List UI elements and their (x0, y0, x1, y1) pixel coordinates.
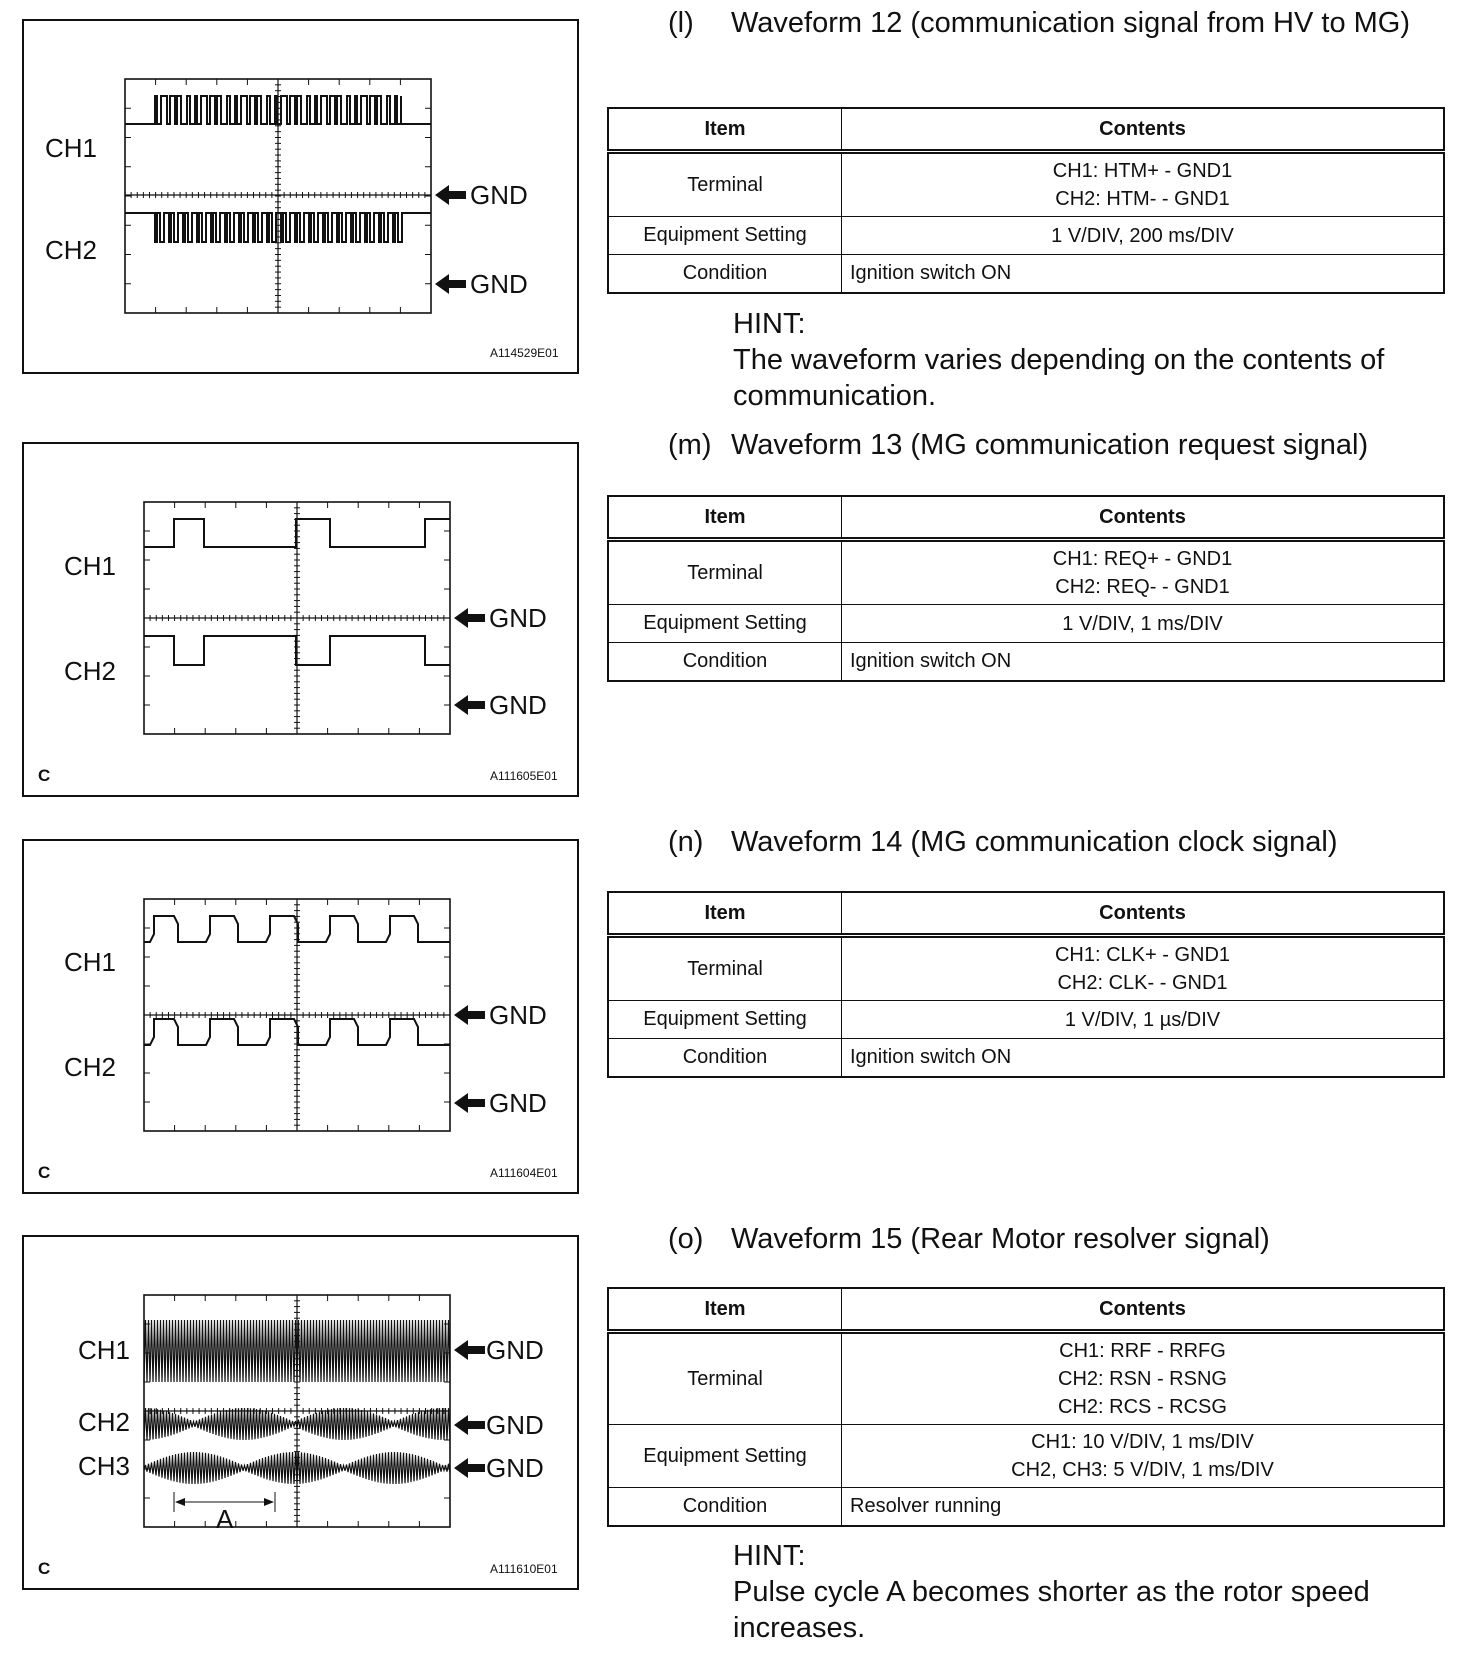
gnd-label: GND (486, 1410, 544, 1440)
section-heading: Waveform 13 (MG communication request signal) (731, 429, 1369, 461)
gnd-label: GND (470, 180, 528, 210)
row-label: Equipment Setting (608, 217, 842, 255)
terminal-cell (842, 152, 1445, 217)
figure-code: A111610E01 (490, 1562, 558, 1576)
terminal-line: CH2: RCS - RCSG (1058, 1396, 1227, 1418)
channel-label-ch2: CH2 (64, 656, 117, 686)
channel-label-ch1: CH1 (78, 1335, 131, 1365)
col-header-contents: Contents (842, 892, 1445, 936)
channel-label-ch2: CH2 (64, 1052, 117, 1082)
figure-waveform-12 (0, 10, 580, 370)
terminal-line: CH2: CLK- - GND1 (1057, 972, 1228, 994)
setting-cell: 1 V/DIV, 200 ms/DIV (842, 217, 1445, 255)
gnd-arrow-icon (454, 695, 485, 715)
section-letter: (m) (668, 429, 712, 461)
hint-text: The waveform varies depending on the contents of communication. (733, 344, 1385, 412)
hint-label: HINT: (733, 308, 806, 340)
table-row (608, 540, 1444, 605)
gnd-arrow-icon (435, 185, 466, 205)
setting-cell: 1 V/DIV, 1 µs/DIV (842, 1001, 1445, 1039)
terminal-cell (842, 1332, 1445, 1425)
setting-line: CH1: 10 V/DIV, 1 ms/DIV (1031, 1431, 1254, 1453)
condition-cell: Resolver running (842, 1488, 1445, 1527)
spec-table-waveform-15 (607, 1287, 1445, 1527)
row-label: Equipment Setting (608, 605, 842, 643)
figure-waveform-14 (0, 830, 580, 1190)
col-header-item: Item (608, 1288, 842, 1332)
table-row (608, 1332, 1444, 1425)
corner-mark: C (38, 1559, 51, 1578)
oscilloscope-waveform-14 (0, 830, 580, 1190)
gnd-arrow-icon (435, 274, 466, 294)
figure-code: A111605E01 (490, 769, 558, 783)
row-label: Condition (608, 255, 842, 294)
gnd-arrow-icon (454, 608, 485, 628)
row-label: Equipment Setting (608, 1001, 842, 1039)
row-label: Terminal (608, 152, 842, 217)
table-row (608, 643, 1444, 682)
row-label: Terminal (608, 936, 842, 1001)
col-header-item: Item (608, 496, 842, 540)
row-label: Equipment Setting (608, 1425, 842, 1488)
hint-block (733, 1538, 1453, 1646)
row-label: Terminal (608, 540, 842, 605)
terminal-line: CH2: RSN - RSNG (1058, 1368, 1227, 1390)
table-row (608, 605, 1444, 643)
col-header-contents: Contents (842, 108, 1445, 152)
row-label: Terminal (608, 1332, 842, 1425)
gnd-label: GND (470, 269, 528, 299)
cycle-label: A (216, 1504, 234, 1534)
table-row (608, 936, 1444, 1001)
channel-label-ch2: CH2 (78, 1407, 131, 1437)
figure-code: A114529E01 (490, 346, 559, 360)
ch1-trace (144, 519, 450, 547)
section-letter: (l) (668, 7, 694, 39)
col-header-contents: Contents (842, 1288, 1445, 1332)
condition-cell: Ignition switch ON (842, 255, 1445, 294)
channel-label-ch1: CH1 (45, 133, 98, 163)
condition-cell: Ignition switch ON (842, 643, 1445, 682)
setting-line: CH2, CH3: 5 V/DIV, 1 ms/DIV (1011, 1459, 1274, 1481)
terminal-line: CH2: HTM- - GND1 (1055, 188, 1230, 210)
ch2-trace (144, 1019, 450, 1045)
hint-label: HINT: (733, 1540, 806, 1572)
gnd-label: GND (486, 1335, 544, 1365)
gnd-label: GND (489, 603, 547, 633)
col-header-item: Item (608, 108, 842, 152)
spec-table-waveform-12 (607, 107, 1445, 294)
table-row (608, 1425, 1444, 1488)
corner-mark: C (38, 766, 51, 785)
table-row (608, 1001, 1444, 1039)
gnd-label: GND (489, 1088, 547, 1118)
terminal-line: CH1: RRF - RRFG (1059, 1340, 1226, 1362)
terminal-cell (842, 936, 1445, 1001)
section-heading: Waveform 15 (Rear Motor resolver signal) (731, 1223, 1270, 1255)
table-row (608, 1039, 1444, 1078)
gnd-label: GND (489, 1000, 547, 1030)
table-row (608, 152, 1444, 217)
gnd-arrow-icon (454, 1415, 485, 1435)
figure-waveform-13 (0, 433, 580, 793)
spec-table-waveform-14 (607, 891, 1445, 1078)
col-header-item: Item (608, 892, 842, 936)
channel-label-ch2: CH2 (45, 235, 98, 265)
gnd-label: GND (486, 1453, 544, 1483)
table-row (608, 217, 1444, 255)
corner-mark: C (38, 1163, 51, 1182)
ch1-trace (144, 916, 450, 942)
setting-cell: 1 V/DIV, 1 ms/DIV (842, 605, 1445, 643)
row-label: Condition (608, 643, 842, 682)
terminal-line: CH1: CLK+ - GND1 (1054, 944, 1231, 966)
channel-label-ch1: CH1 (64, 551, 117, 581)
oscilloscope-waveform-13 (0, 433, 580, 793)
row-label: Condition (608, 1039, 842, 1078)
figure-waveform-15 (0, 1226, 580, 1586)
terminal-line: CH2: REQ- - GND1 (1055, 576, 1230, 598)
ch1-trace (125, 96, 431, 124)
section-letter: (n) (668, 826, 704, 858)
section-letter: (o) (668, 1223, 704, 1255)
channel-label-ch1: CH1 (64, 947, 117, 977)
hint-block (733, 306, 1453, 414)
hint-text: Pulse cycle A becomes shorter as the rotor speed increases. (733, 1576, 1370, 1644)
col-header-contents: Contents (842, 496, 1445, 540)
spec-table-waveform-13 (607, 495, 1445, 682)
table-row (608, 1488, 1444, 1527)
section-heading: Waveform 14 (MG communication clock signal) (731, 826, 1338, 858)
table-row (608, 255, 1444, 294)
gnd-arrow-icon (454, 1458, 485, 1478)
ch2-trace (144, 636, 450, 665)
channel-label-ch3: CH3 (78, 1451, 131, 1481)
gnd-arrow-icon (454, 1005, 485, 1025)
setting-cell (842, 1425, 1445, 1488)
oscilloscope-waveform-15 (0, 1226, 580, 1586)
section-heading: Waveform 12 (communication signal from HV to MG) (731, 7, 1411, 39)
gnd-label: GND (489, 690, 547, 720)
oscilloscope-waveform-12 (0, 10, 580, 370)
terminal-cell (842, 540, 1445, 605)
figure-code: A111604E01 (490, 1166, 558, 1180)
terminal-line: CH1: REQ+ - GND1 (1052, 548, 1233, 570)
gnd-arrow-icon (454, 1093, 485, 1113)
terminal-line: CH1: HTM+ - GND1 (1052, 160, 1233, 182)
row-label: Condition (608, 1488, 842, 1527)
condition-cell: Ignition switch ON (842, 1039, 1445, 1078)
gnd-arrow-icon (454, 1340, 485, 1360)
